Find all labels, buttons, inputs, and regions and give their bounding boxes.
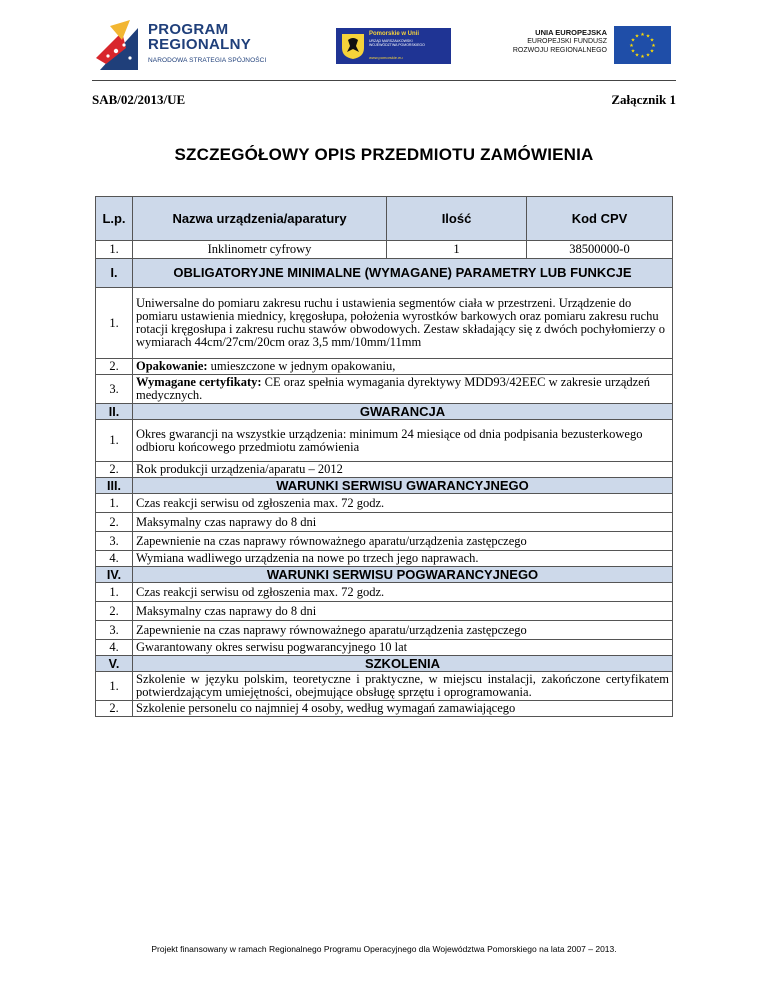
- section-title: WARUNKI SERWISU POGWARANCYJNEGO: [133, 567, 673, 583]
- item-text: Zapewnienie na czas naprawy równoważnego aparatu/urządzenia zastępczego: [133, 621, 673, 640]
- column-header-lp: L.p.: [96, 197, 133, 241]
- eu-star-icon: ★: [634, 52, 640, 59]
- table-row: [96, 288, 673, 359]
- item-text: [133, 375, 673, 404]
- column-header-name: Nazwa urządzenia/aparatury: [133, 197, 387, 241]
- item-text: Uniwersalne do pomiaru zakresu ruchu i ustawienia segmentów ciała w przestrzeni. Urządzenie do pomiaru ustawienia miednicy, kręgosłupa, położenia wyrostków barkowych oraz pomiaru zakresu ruchu rotacji kręgosłupa i zakresu ruchu stawów obwodowych. Zestaw składający się z dwóch pochyłomierzy o wymiarach 44cm/27cm/20cm oraz 3,5 mm/10mm/11mm: [133, 288, 673, 359]
- device-name: Inklinometr cyfrowy: [133, 241, 387, 259]
- table-row: [96, 375, 673, 404]
- table-row: [96, 494, 673, 513]
- item-lp: 1.: [96, 494, 133, 513]
- item-text: Okres gwarancji na wszystkie urządzenia: minimum 24 miesiące od dnia podpisania bezusterkowego odbioru końcowego przedmiotu zamówienia: [133, 420, 673, 462]
- section-title: GWARANCJA: [133, 404, 673, 420]
- eu-logo-line1: UNIA EUROPEJSKA: [535, 28, 607, 37]
- column-header-cpv: Kod CPV: [527, 197, 673, 241]
- item-text-rest: CE oraz spełnia wymagania dyrektywy MDD93/42EEC w zakresie urządzeń medycznych.: [136, 375, 650, 402]
- eu-star-icon: ★: [640, 53, 645, 60]
- header-divider: [92, 80, 676, 81]
- section-header: [96, 259, 673, 288]
- griffin-crest-icon: [340, 32, 366, 60]
- item-text: Maksymalny czas naprawy do 8 dni: [133, 602, 673, 621]
- eu-star-icon: ★: [649, 48, 655, 55]
- eu-star-icon: ★: [645, 33, 651, 40]
- item-text: Wymiana wadliwego urządzenia na nowe po trzech jego naprawach.: [133, 551, 673, 567]
- pomorskie-w-unii-logo: [336, 28, 451, 64]
- item-lp: 4.: [96, 551, 133, 567]
- item-text: Maksymalny czas naprawy do 8 dni: [133, 513, 673, 532]
- header-logos: [92, 14, 678, 76]
- program-regionalny-logo: [92, 18, 292, 76]
- program-logo-line1: PROGRAM: [148, 21, 229, 38]
- item-lp: 3.: [96, 375, 133, 404]
- eu-star-icon: ★: [629, 42, 634, 49]
- item-lp: 2.: [96, 602, 133, 621]
- item-text: Rok produkcji urządzenia/aparatu – 2012: [133, 462, 673, 478]
- table-row: [96, 621, 673, 640]
- table-row: [96, 583, 673, 602]
- section-title: OBLIGATORYJNE MINIMALNE (WYMAGANE) PARAMETRY LUB FUNKCJE: [133, 259, 673, 288]
- item-bold-label: Opakowanie:: [136, 359, 208, 373]
- table-row: [96, 513, 673, 532]
- item-text: Zapewnienie na czas naprawy równoważnego aparatu/urządzenia zastępczego: [133, 532, 673, 551]
- device-cpv: 38500000-0: [527, 241, 673, 259]
- table-row: [96, 602, 673, 621]
- program-logo-subtitle: NARODOWA STRATEGIA SPÓJNOŚCI: [148, 57, 267, 64]
- item-text: Szkolenie w języku polskim, teoretyczne i praktyczne, w miejscu instalacji, zakończone certyfikatem potwierdzającym umiejętności, obejmujące obsługę sprzętu i oprogramowania.: [133, 672, 673, 701]
- eu-star-icon: ★: [634, 33, 640, 40]
- table-row: [96, 420, 673, 462]
- section-header: [96, 478, 673, 494]
- item-text-rest: umieszczone w jednym opakowaniu,: [207, 359, 396, 373]
- device-qty: 1: [387, 241, 527, 259]
- eu-flag-icon: [614, 26, 671, 64]
- table-row: [96, 462, 673, 478]
- eu-star-icon: ★: [630, 37, 636, 44]
- section-number: I.: [96, 259, 133, 288]
- program-logo-line2: REGIONALNY: [148, 36, 252, 53]
- item-lp: 1.: [96, 672, 133, 701]
- section-number: V.: [96, 656, 133, 672]
- item-text: Czas reakcji serwisu od zgłoszenia max. 72 godz.: [133, 494, 673, 513]
- document-title: SZCZEGÓŁOWY OPIS PRZEDMIOTU ZAMÓWIENIA: [174, 145, 594, 164]
- item-text: Czas reakcji serwisu od zgłoszenia max. 72 godz.: [133, 583, 673, 602]
- eu-logo-line2: EUROPEJSKI FUNDUSZ: [527, 38, 607, 45]
- tender-reference: SAB/02/2013/UE: [92, 92, 186, 107]
- item-lp: 1.: [96, 288, 133, 359]
- pomorskie-logo-lines: URZĄD MARSZAŁKOWSKI WOJEWÓDZTWA POMORSKIEGO: [369, 39, 425, 48]
- item-lp: 3.: [96, 621, 133, 640]
- pomorskie-logo-title: Pomorskie w Unii: [369, 31, 420, 37]
- section-title: SZKOLENIA: [133, 656, 673, 672]
- item-text: Szkolenie personelu co najmniej 4 osoby, według wymagań zamawiającego: [133, 701, 673, 717]
- table-row: [96, 701, 673, 717]
- item-lp: 1.: [96, 420, 133, 462]
- table-row: [96, 532, 673, 551]
- item-lp: 3.: [96, 532, 133, 551]
- item-lp: 2.: [96, 462, 133, 478]
- section-number: II.: [96, 404, 133, 420]
- eu-logo-line3: ROZWOJU REGIONALNEGO: [512, 47, 607, 54]
- column-header-qty: Ilość: [387, 197, 527, 241]
- page-footer: Projekt finansowany w ramach Regionalnego Programu Operacyjnego dla Województwa Pomorskiego na lata 2007 – 2013.: [151, 944, 617, 954]
- table-row: [96, 672, 673, 701]
- specification-table: [95, 196, 673, 717]
- device-row: [96, 241, 673, 259]
- item-text: [133, 359, 673, 375]
- section-header: [96, 656, 673, 672]
- table-row: [96, 640, 673, 656]
- eu-star-icon: ★: [640, 31, 645, 38]
- table-row: [96, 359, 673, 375]
- pomorskie-logo-url: www.pomorskie.eu: [369, 55, 403, 60]
- item-lp: 2.: [96, 513, 133, 532]
- section-header: [96, 567, 673, 583]
- device-lp: 1.: [96, 241, 133, 259]
- section-number: III.: [96, 478, 133, 494]
- attachment-label: Załącznik 1: [611, 92, 676, 107]
- section-header: [96, 404, 673, 420]
- table-row: [96, 551, 673, 567]
- eu-fund-logo-text: [505, 28, 607, 55]
- item-text: Gwarantowany okres serwisu pogwarancyjnego 10 lat: [133, 640, 673, 656]
- item-lp: 1.: [96, 583, 133, 602]
- section-number: IV.: [96, 567, 133, 583]
- eu-star-icon: ★: [651, 42, 656, 49]
- item-lp: 2.: [96, 701, 133, 717]
- table-header-row: [96, 197, 673, 241]
- section-title: WARUNKI SERWISU GWARANCYJNEGO: [133, 478, 673, 494]
- eu-star-icon: ★: [649, 37, 655, 44]
- item-lp: 4.: [96, 640, 133, 656]
- eu-star-icon: ★: [645, 52, 651, 59]
- eu-star-icon: ★: [630, 48, 636, 55]
- item-bold-label: Wymagane certyfikaty:: [136, 375, 262, 389]
- program-regionalny-emblem-icon: [92, 18, 142, 74]
- item-lp: 2.: [96, 359, 133, 375]
